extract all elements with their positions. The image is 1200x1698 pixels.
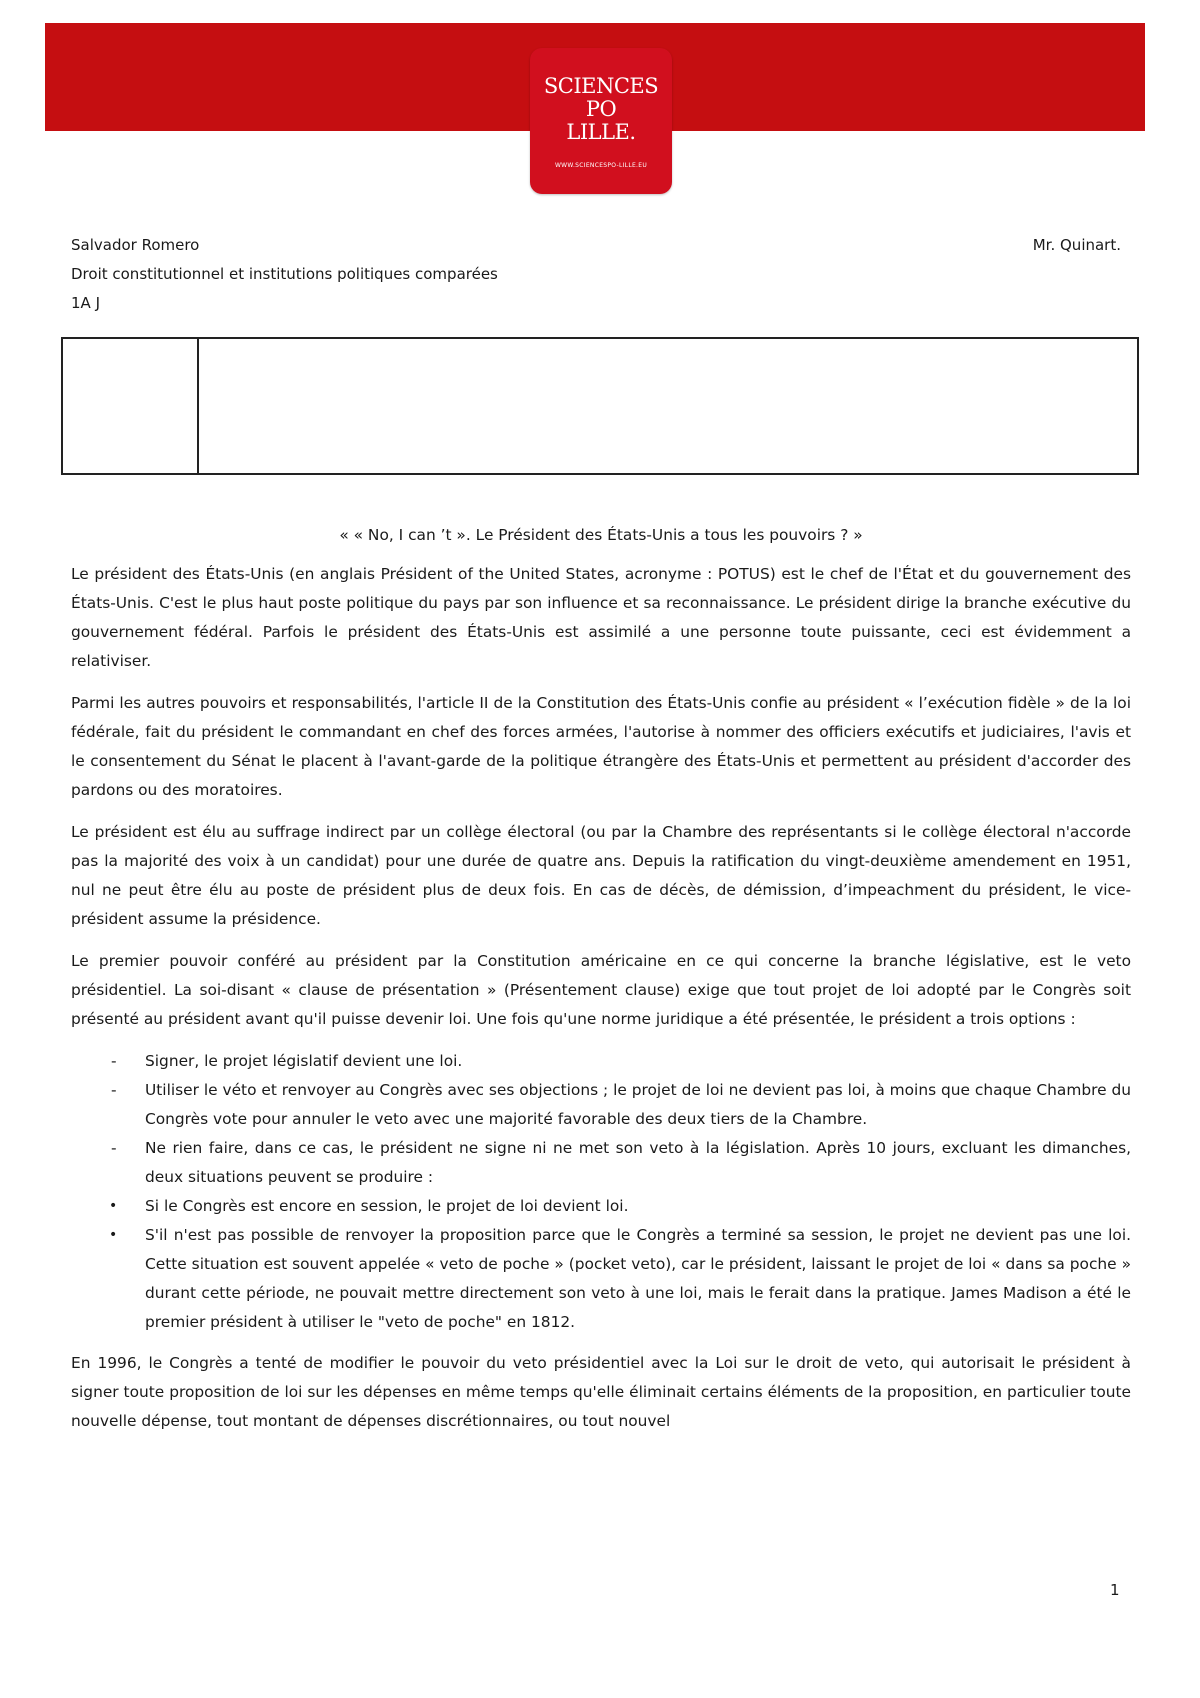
student-name: Salvador Romero	[71, 236, 200, 254]
paragraph-2: Parmi les autres pouvoirs et responsabilités, l'article II de la Constitution des États-Unis confie au président « l’exécution fidèle » de la loi fédérale, fait du président le commandant en chef des forces armées, l'autorise à nommer des officiers exécutifs et judiciaires, l'avis et le consentement du Sénat le placent à l'avant-garde de la politique étrangère des États-Unis et permettent au président d'accorder des pardons ou des moratoires.	[71, 694, 1131, 799]
list-item	[71, 1134, 1131, 1192]
list-item-text: Ne rien faire, dans ce cas, le président ne signe ni ne met son veto à la législation. Après 10 jours, excluant les dimanches, deux situations peuvent se produire :	[145, 1139, 1131, 1186]
paragraph-4: Le premier pouvoir conféré au président par la Constitution américaine en ce qui concerne la branche législative, est le veto présidentiel. La soi-disant « clause de présentation » (Présentement clause) exige que tout projet de loi adopté par le Congrès soit présenté au président avant qu'il puisse devenir loi. Une fois qu'une norme juridique a été présentée, le président a trois options :	[71, 952, 1131, 1028]
list-item	[71, 1192, 1131, 1221]
logo-line-2: PO	[585, 97, 617, 121]
document-body	[71, 521, 1131, 1449]
teacher-name: Mr. Quinart.	[1032, 236, 1121, 254]
dash-marker: -	[111, 1081, 117, 1099]
class-group: 1A J	[71, 294, 100, 312]
document-header	[71, 231, 1121, 318]
list-item-text: Utiliser le véto et renvoyer au Congrès avec ses objections ; le projet de loi ne devient pas loi, à moins que chaque Chambre du Congrès vote pour annuler le veto avec une majorité favorable des deux tiers de la Chambre.	[145, 1081, 1131, 1128]
dash-marker: -	[111, 1052, 117, 1070]
logo-line-3: LILLE.	[566, 120, 636, 144]
paragraph-1: Le président des États-Unis (en anglais Président of the United States, acronyme : POTUS) est le chef de l'État et du gouvernement des États-Unis. C'est le plus haut poste politique du pays par son influence et sa reconnaissance. Le président dirige la branche exécutive du gouvernement fédéral. Parfois le président des États-Unis est assimilé a une personne toute puissante, ceci est évidemment a relativiser.	[71, 565, 1131, 670]
dash-marker: -	[111, 1139, 117, 1157]
document-title: « « No, I can ’t ». Le Président des États-Unis a tous les pouvoirs ? »	[339, 526, 863, 544]
logo-line-1: SCIENCES	[543, 74, 659, 98]
course-name: Droit constitutionnel et institutions politiques comparées	[71, 265, 498, 283]
paragraph-5: En 1996, le Congrès a tenté de modifier le pouvoir du veto présidentiel avec la Loi sur le droit de veto, qui autorisait le président à signer toute proposition de loi sur les dépenses en même temps qu'elle éliminait certains éléments de la proposition, en particulier toute nouvelle dépense, tout montant de dépenses discrétionnaires, ou tout nouvel	[71, 1354, 1131, 1430]
list-item-text: S'il n'est pas possible de renvoyer la proposition parce que le Congrès a terminé sa session, le projet ne devient pas une loi. Cette situation est souvent appelée « veto de poche » (pocket veto), car le président, laissant le projet de loi « dans sa poche » durant cette période, ne pouvait mettre directement son veto à une loi, mais le ferait dans la pratique. James Madison a été le premier président à utiliser le "veto de poche" en 1812.	[145, 1226, 1131, 1331]
grading-box-divider	[197, 339, 199, 473]
sciences-po-lille-logo	[530, 48, 672, 194]
list-item	[71, 1076, 1131, 1134]
logo-url: WWW.SCIENCESPO-LILLE.EU	[554, 162, 648, 169]
grading-box	[61, 337, 1139, 475]
bullet-marker: •	[109, 1198, 118, 1214]
bullet-marker: •	[109, 1227, 118, 1243]
paragraph-3: Le président est élu au suffrage indirect par un collège électoral (ou par la Chambre des représentants si le collège électoral n'accorde pas la majorité des voix à un candidat) pour une durée de quatre ans. Depuis la ratification du vingt-deuxième amendement en 1951, nul ne peut être élu au poste de président plus de deux fois. En cas de décès, de démission, d’impeachment du président, le vice-président assume la présidence.	[71, 823, 1131, 928]
list-item	[71, 1221, 1131, 1337]
list-item	[71, 1047, 1131, 1076]
list-item-text: Si le Congrès est encore en session, le projet de loi devient loi.	[145, 1197, 629, 1215]
veto-options-list	[71, 1047, 1131, 1337]
list-item-text: Signer, le projet législatif devient une loi.	[145, 1052, 463, 1070]
page-number: 1	[1110, 1581, 1120, 1599]
